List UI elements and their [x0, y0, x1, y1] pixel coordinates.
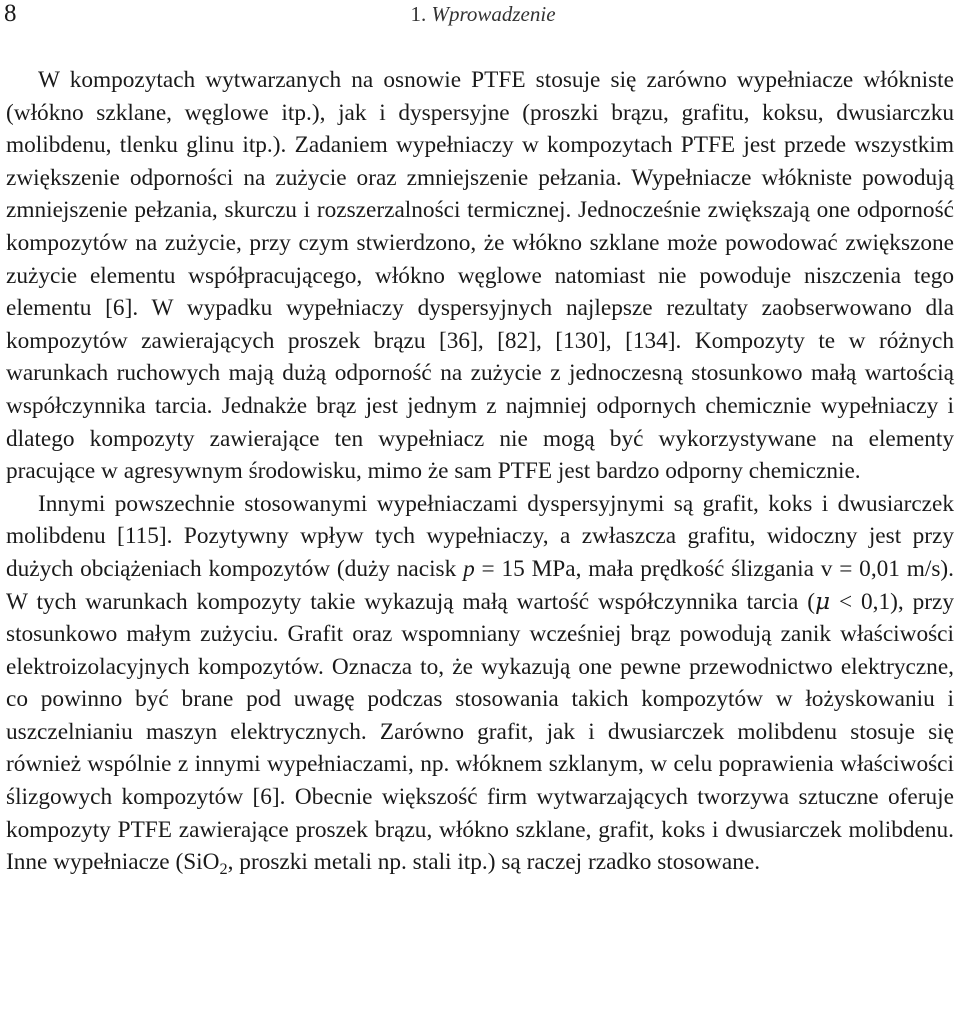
subscript-2: 2 [219, 859, 228, 879]
friction-coefficient-symbol: μ [814, 587, 831, 615]
pressure-variable: p [463, 555, 475, 582]
paragraph-2 [6, 488, 954, 879]
running-head [0, 0, 960, 29]
paragraph-2-text-d: , proszki metali np. stali itp.) są raczej rzadko stosowane. [227, 849, 761, 876]
page-number: 8 [4, 0, 17, 27]
paragraph-2-text-c: < 0,1), przy stosunkowo małym zużyciu. Grafit oraz wspomniany wcześniej brąz powodują zanik właściwości elektroizolacyjnych kompozytów. Oznacza to, że wykazują one pewne przewodnictwo elektryczne, co powinno być brane pod uwagę podczas stosowania takich kompozytów w łożyskowaniu i uszczelnianiu maszyn elektrycznych. Zarówno grafit, jak i dwusiarczek molibdenu stosuje się również wspólnie z innymi wypełniaczami, np. włóknem szklanym, w celu poprawienia właściwości ślizgowych kompozytów [6]. Obecnie większość firm wytwarzających tworzywa sztuczne oferuje kompozyty PTFE zawierające proszek brązu, włókno szklane, grafit, koks i dwusiarczek molibdenu. Inne wypełniacze (SiO [6, 588, 954, 876]
paragraph-1: W kompozytach wytwarzanych na osnowie PTFE stosuje się zarówno wypełniacze włókniste (włókno szklane, węglowe itp.), jak i dyspersyjne (proszki brązu, grafitu, koksu, dwusiarczku molibdenu, tlenku glinu itp.). Zadaniem wypełniaczy w kompozytach PTFE jest przede wszystkim zwiększenie odporności na zużycie oraz zmniejszenie pełzania. Wypełniacze włókniste powodują zmniejszenie pełzania, skurczu i rozszerzalności termicznej. Jednocześnie zwiększają one odporność kompozytów na zużycie, przy czym stwierdzono, że włókno szklane może powodować zwiększone zużycie elementu współpracującego, włókno węglowe natomiast nie powoduje niszczenia tego elementu [6]. W wypadku wypełniaczy dyspersyjnych najlepsze rezultaty zaobserwowano dla kompozytów zawierających proszek brązu [36], [82], [130], [134]. Kompozyty te w różnych warunkach ruchowych mają dużą odporność na zużycie z jednoczesną stosunkowo małą wartością współczynnika tarcia. Jednakże brąz jest jednym z najmniej odpornych chemicznie wypełniaczy i dlatego kompozyty zawierające ten wypełniacz nie mogą być wykorzystywane na elementy pracujące w agresywnym środowisku, mimo że sam PTFE jest bardzo odporny chemicznie. [6, 67, 954, 485]
paragraph-2-text-b: = 15 MPa, mała prędkość ślizgania v = 0,01 m/s). W tych warunkach kompozyty takie wykazują małą wartość współczynnika tarcia ( [6, 555, 954, 615]
body-text [6, 64, 954, 879]
paragraph-2-text-a: Innymi powszechnie stosowanymi wypełniaczami dyspersyjnymi są grafit, koks i dwusiarczek molibdenu [115]. Pozytywny wpływ tych wypełniaczy, a zwłaszcza grafitu, widoczny jest przy dużych obciążeniach kompozytów (duży nacisk [6, 490, 954, 582]
chapter-number: 1. [410, 2, 427, 26]
chapter-title: Wprowadzenie [431, 2, 556, 26]
